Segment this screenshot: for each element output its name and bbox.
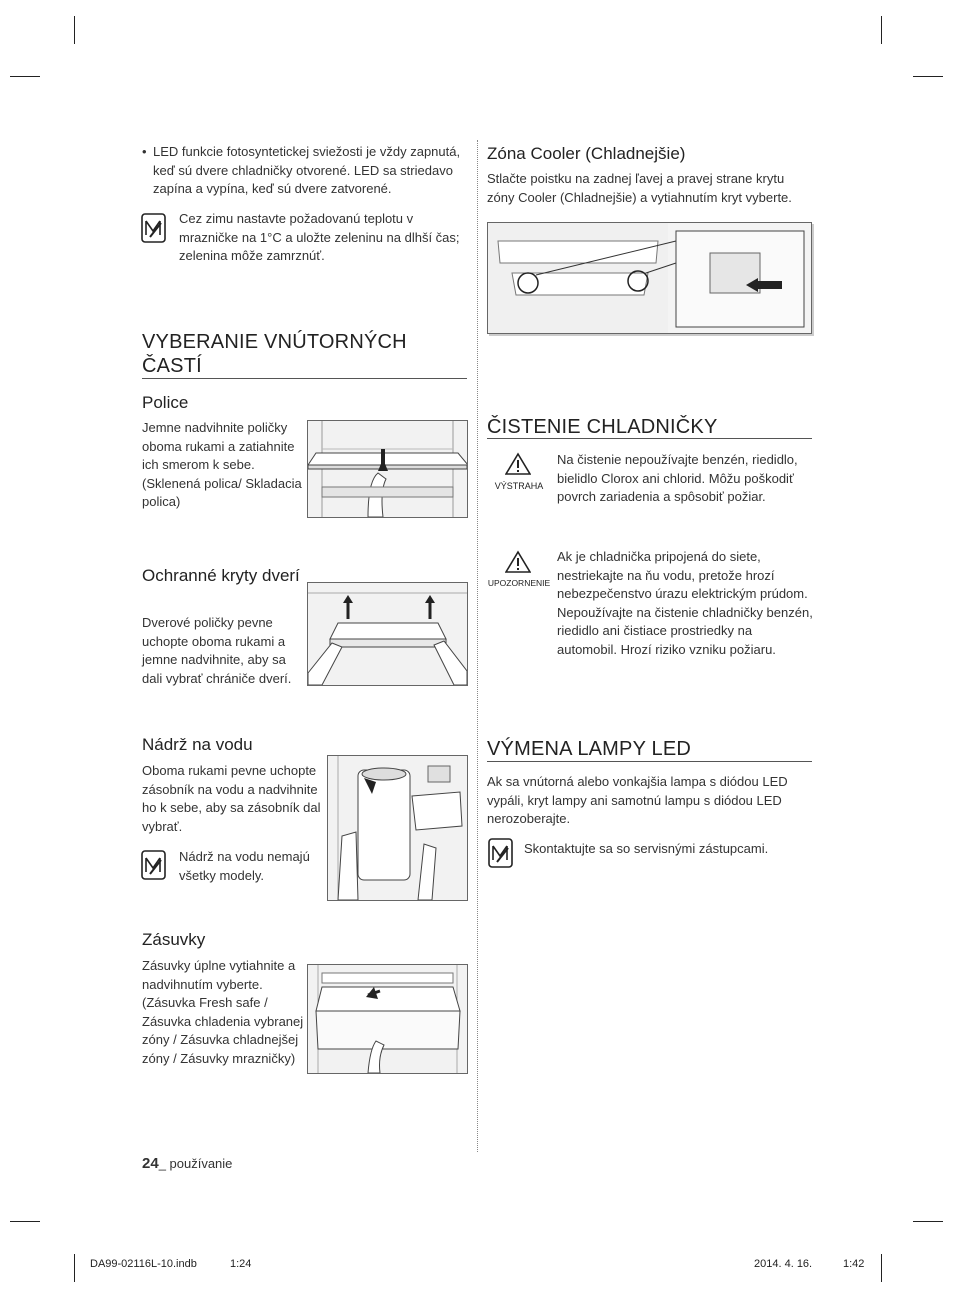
text-nadrz: Oboma rukami pevne uchopte zásobník na vodu a nadvihnite ho k sebe, aby sa zásobník dal vybrať.	[142, 763, 321, 834]
print-date: 2014. 4. 16.	[754, 1258, 813, 1270]
note-icon	[141, 850, 166, 880]
text-zasuvky: Zásuvky úplne vytiahnite a nadvihnutím vyberte. (Zásuvka Fresh safe / Zásuvka chladenia vybranej zóny / Zásuvka chladnejšej zóny / Zásuvky mrazničky)	[142, 958, 304, 1066]
section-title-cistenie: ČISTENIE CHLADNIČKY	[487, 416, 718, 438]
crop-mark	[913, 76, 943, 77]
section-title-vyberanie: VYBERANIE VNÚTORNÝCH ČASTÍ	[142, 331, 407, 377]
text-police: Jemne nadvihnite poličky oboma rukami a zatiahnite ich smerom k sebe. (Sklenená polica/ Skladacia polica)	[142, 420, 302, 509]
print-time: 1:42	[843, 1258, 865, 1270]
page-section: _ používanie	[158, 1156, 233, 1171]
print-page: 1:24	[230, 1258, 252, 1270]
section-title-led: VÝMENA LAMPY LED	[487, 738, 692, 760]
crop-mark	[913, 1221, 943, 1222]
subtitle-nadrz: Nádrž na vodu	[142, 735, 253, 754]
crop-mark	[10, 76, 40, 77]
page-number: 24	[142, 1155, 159, 1172]
section-rule	[142, 378, 467, 379]
section-rule	[487, 761, 812, 762]
bullet-text: LED funkcie fotosyntetickej sviežosti je vždy zapnutá, keď sú dvere chladničky otvorené. LED sa striedavo zapína a vypína, keď sú dvere zatvorené.	[153, 144, 461, 196]
caution-text: Ak je chladnička pripojená do siete, nestriekajte na ňu vodu, pretože hrozí nebezpečenstvo úrazu elektrickým prúdom. Nepoužívajte na čistenie chladničky benzén, riedidlo ani čistiace prostriedky na automobil. Hrozí riziko vzniku požiaru.	[557, 549, 813, 657]
crop-mark	[74, 1254, 75, 1282]
illustration-cooler-zone	[487, 222, 812, 334]
note-text-winter: Cez zimu nastavte požadovanú teplotu v mrazničke na 1°C a uložte zeleninu na dlhší čas; zelenina môže zamrznúť.	[179, 211, 460, 263]
note-text-nadrz: Nádrž na vodu nemajú všetky modely.	[179, 849, 310, 883]
note-text-led: Skontaktujte sa so servisnými zástupcami.	[524, 841, 769, 856]
note-icon	[488, 838, 513, 868]
illustration-shelf	[307, 420, 468, 518]
warning-text: Na čistenie nepoužívajte benzén, riedidlo, bielidlo Clorox ani chlorid. Môžu poškodiť povrch zariadenia a spôsobiť požiar.	[557, 452, 798, 504]
subtitle-police: Police	[142, 393, 189, 412]
print-file: DA99-02116L-10.indb	[90, 1258, 197, 1270]
subtitle-cooler: Zóna Cooler (Chladnejšie)	[487, 144, 686, 163]
illustration-drawer	[307, 964, 468, 1074]
text-ochranne: Dverové poličky pevne uchopte oboma rukami a jemne nadvihnite, aby sa dali vybrať chrániče dverí.	[142, 615, 292, 686]
bullet-item: • LED funkcie fotosyntetickej sviežosti je vždy zapnutá, keď sú dvere chladničky otvorené. LED sa striedavo zapína a vypína, keď sú dvere zatvorené.	[142, 143, 472, 199]
crop-mark	[10, 1221, 40, 1222]
subtitle-zasuvky: Zásuvky	[142, 930, 206, 949]
text-cooler: Stlačte poistku na zadnej ľavej a pravej strane krytu zóny Cooler (Chladnejšie) a vytiahnutím kryt vyberte.	[487, 171, 792, 205]
caution-label: UPOZORNENIE	[487, 578, 551, 588]
crop-mark	[74, 16, 75, 44]
illustration-door-guard	[307, 582, 468, 686]
crop-mark	[881, 1254, 882, 1282]
subtitle-ochranne: Ochranné kryty dverí	[142, 566, 300, 585]
text-led: Ak sa vnútorná alebo vonkajšia lampa s diódou LED vypáli, kryt lampy ani samotnú lampu s diódou LED nerozoberajte.	[487, 774, 788, 826]
column-divider	[477, 140, 478, 1152]
illustration-water-tank	[327, 755, 468, 901]
section-rule	[487, 438, 812, 439]
warning-label: VÝSTRAHA	[494, 481, 544, 491]
page-number-line	[142, 1155, 232, 1172]
note-icon	[141, 213, 166, 243]
crop-mark	[881, 16, 882, 44]
warning-icon	[505, 452, 531, 476]
caution-icon	[505, 550, 531, 574]
